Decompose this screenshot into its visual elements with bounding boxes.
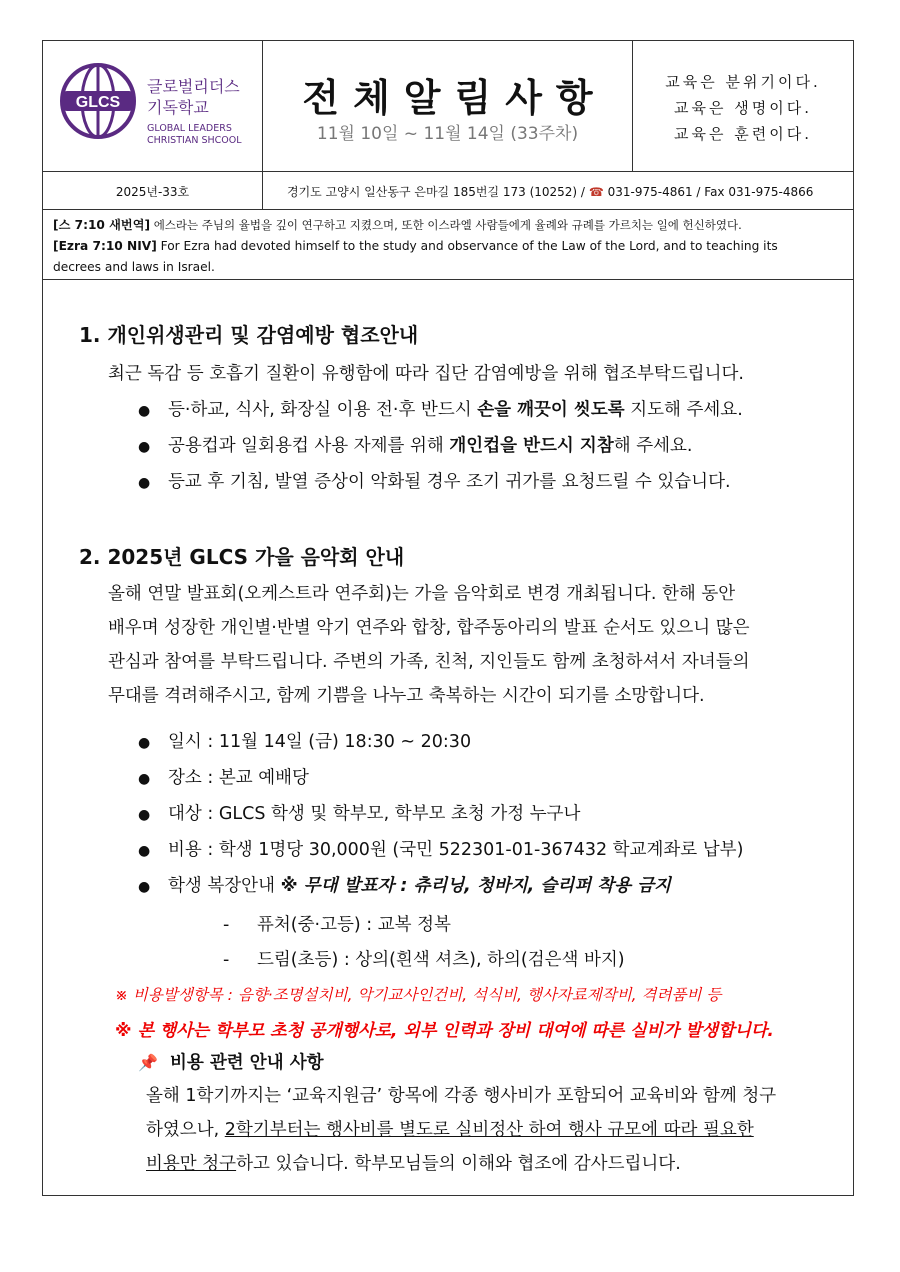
verse-en	[53, 236, 843, 257]
section1-intro: 최근 독감 등 호흡기 질환이 유행함에 따라 집단 감염예방을 위해 협조부탁드립니다.	[108, 364, 744, 384]
paragraph-line: 관심과 참여를 부탁드립니다. 주변의 가족, 친척, 지인들도 함께 초청하셔서 자녀들의	[108, 652, 750, 672]
logo-name-ko-2: 기독학교	[147, 98, 209, 117]
bullet-dot-icon: ●	[138, 843, 151, 859]
pushpin-icon: 📌	[138, 1053, 158, 1072]
motto-cell	[633, 41, 853, 171]
sub-text: 퓨처(중·고등) : 교복 정복	[257, 915, 451, 935]
notice-frame	[42, 40, 854, 1196]
section1-bullet	[138, 429, 692, 464]
bullet-emphasis: 개인컵을 반드시 지참	[449, 436, 614, 456]
bullet-emphasis: 손을 깨끗이 씻도록	[477, 400, 625, 420]
bullet-dot-icon: ●	[138, 771, 151, 787]
event-date	[138, 725, 471, 760]
section2-title: 2. 2025년 GLCS 가을 음악회 안내	[79, 545, 405, 569]
paragraph-line	[146, 1113, 866, 1147]
logo-cell	[43, 41, 263, 171]
paragraph-line: 배우며 성장한 개인별·반별 악기 연주와 합창, 합주동아리의 발표 순서도 있으니 많은	[108, 618, 750, 638]
bullet-text: 등교 후 기침, 발열 증상이 악화될 경우 조기 귀가를 요청드릴 수 있습니다.	[168, 472, 731, 492]
verse-ko-ref: [스 7:10 새번역]	[53, 218, 151, 232]
cost-info-paragraph	[146, 1079, 866, 1181]
bullet-dot-icon: ●	[138, 439, 151, 455]
bullet-text: 지도해 주세요.	[624, 400, 743, 420]
logo-ring-text: GLCS	[75, 94, 121, 111]
dash-icon: -	[223, 915, 230, 935]
bullet-text: 학생 복장안내	[168, 876, 281, 896]
verse-en-ref: [Ezra 7:10 NIV]	[53, 239, 157, 253]
bullet-text: 해 주세요.	[613, 436, 693, 456]
phone-fax: 031-975-4861 / Fax 031-975-4866	[607, 185, 814, 199]
address: 경기도 고양시 일산동구 은마길 185번길 173 (10252) /	[287, 185, 585, 199]
paragraph-line: 올해 연말 발표회(오케스트라 연주회)는 가을 음악회로 변경 개최됩니다. 한해 동안	[108, 584, 736, 604]
logo-name-en-1: GLOBAL LEADERS	[147, 123, 232, 134]
event-dress	[138, 869, 671, 904]
bullet-text: 일시 : 11월 14일 (금) 18:30 ~ 20:30	[168, 732, 472, 752]
logo-name-en-2: CHRISTIAN SHCOOL	[147, 135, 242, 146]
logo-name-ko-1: 글로벌리더스	[147, 77, 240, 96]
paragraph-line: 무대를 격려해주시고, 함께 기쁨을 나누고 축복하는 시간이 되기를 소망합니다.	[108, 686, 705, 706]
bullet-text: 등·하교, 식사, 화장실 이용 전·후 반드시	[168, 400, 478, 420]
event-target	[138, 797, 580, 832]
event-cost	[138, 833, 743, 868]
text: 하였으나,	[146, 1120, 225, 1140]
info-row	[43, 172, 853, 210]
page-title: 전체알림사항	[302, 76, 607, 120]
section1-title: 1. 개인위생관리 및 감염예방 협조안내	[79, 323, 419, 347]
bullet-dot-icon: ●	[138, 735, 151, 751]
section1-bullet	[138, 393, 743, 428]
title-cell	[263, 41, 633, 171]
dash-icon: -	[223, 950, 230, 970]
verse-ko-text: 에스라는 주님의 율법을 깊이 연구하고 지켰으며, 또한 이스라엘 사람들에게 율례와 규례를 가르치는 일에 헌신하였다.	[150, 218, 742, 232]
bullet-text: 비용 : 학생 1명당 30,000원 (국민 522301-01-367432 학교계좌로 납부)	[168, 840, 744, 860]
section1-bullet	[138, 465, 731, 500]
paragraph-line: 올해 1학기까지는 ‘교육지원금’ 항목에 각종 행사비가 포함되어 교육비와 함께 청구	[146, 1086, 777, 1106]
underlined-text: 비용만 청구	[146, 1154, 237, 1174]
bullet-dot-icon: ●	[138, 475, 151, 491]
bullet-dot-icon: ●	[138, 879, 151, 895]
motto-line: 교육은 분위기이다.	[665, 73, 821, 91]
date-range: 11월 10일 ~ 11월 14일 (33주차)	[316, 124, 579, 144]
section2-paragraph	[108, 577, 878, 713]
dress-note: ※ 무대 발표자 : 츄리닝, 청바지, 슬리퍼 착용 금지	[280, 876, 671, 896]
globe-logo-icon	[58, 61, 138, 141]
text: 하고 있습니다. 학부모님들의 이해와 협조에 감사드립니다.	[236, 1154, 681, 1174]
cost-items-note: ※ 비용발생항목 : 음향·조명설치비, 악기교사인건비, 석식비, 행사자료제작비, 격려품비 등	[115, 986, 722, 1004]
dress-sub-item	[223, 911, 451, 936]
bullet-text: 장소 : 본교 예배당	[168, 768, 309, 788]
sub-text: 드림(초등) : 상의(흰색 셔츠), 하의(검은색 바지)	[257, 950, 625, 970]
bullet-text: 공용컵과 일회용컵 사용 자제를 위해	[168, 436, 450, 456]
event-place	[138, 761, 309, 796]
cost-info-title: 비용 관련 안내 사항	[170, 1053, 324, 1073]
contact-line	[287, 183, 813, 200]
bullet-dot-icon: ●	[138, 403, 151, 419]
motto-line: 교육은 생명이다.	[674, 99, 812, 117]
verse-en-text-2: decrees and laws in Israel.	[53, 260, 215, 274]
issue-cell	[43, 172, 263, 209]
bullet-text: 대상 : GLCS 학생 및 학부모, 학부모 초청 가정 누구나	[168, 804, 581, 824]
issue-number: 2025년-33호	[115, 185, 190, 199]
paragraph-line	[146, 1147, 866, 1181]
event-cost-note: ※ 본 행사는 학부모 초청 공개행사로, 외부 인력과 장비 대여에 따른 실비가 발생합니다.	[115, 1021, 774, 1041]
underlined-text: 2학기부터는 행사비를 별도로 실비정산 하여 행사 규모에 따라 필요한	[224, 1120, 754, 1140]
dress-sub-item	[223, 946, 625, 971]
verse-ko	[53, 215, 843, 236]
motto-line: 교육은 훈련이다.	[674, 125, 812, 143]
verse-row	[43, 210, 853, 280]
bullet-dot-icon: ●	[138, 807, 151, 823]
contact-cell	[263, 172, 853, 209]
phone-icon: ☎	[588, 185, 604, 199]
header-row	[43, 41, 853, 172]
cost-info-heading	[138, 1049, 324, 1074]
verse-en-text-1: For Ezra had devoted himself to the study and observance of the Law of the Lord, and to teaching its	[156, 239, 778, 253]
